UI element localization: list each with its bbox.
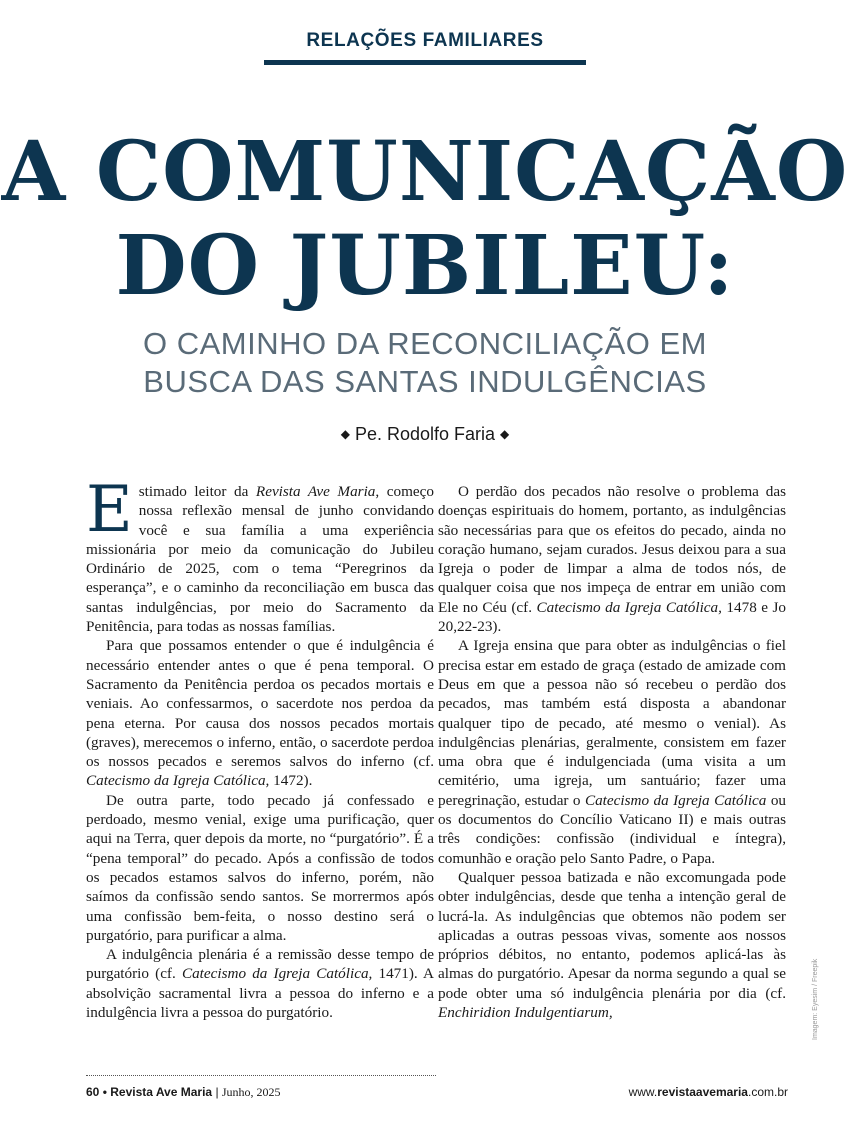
paragraph	[438, 482, 786, 636]
text-run: 1478 e Jo 20,22-23).	[438, 598, 786, 636]
italic-text: Catecismo da Igreja Católica,	[86, 772, 270, 790]
text-run: Qualquer pessoa batizada e não excomungada pode obter indulgências, desde que tenha a intenção geral de lucrá-la. As indulgências que obtemos não podem ser aplicadas a outras pessoas vivas, somente aos nossos próprios débitos, no entanto, podemos aplicá-las às almas do purgatório. Apesar da norma segundo a qual se pode obter uma só indulgência plenária por dia (cf.	[438, 868, 786, 1002]
italic-text: Catecismo da Igreja Católica	[584, 791, 767, 809]
paragraph	[438, 868, 786, 1022]
text-run: A Igreja ensina que para obter as indulgências o fiel precisa estar em estado de graça (estado de amizade com Deus em que a pessoa não só recebeu o perdão dos pecados, mas também está disposta a abandonar qualquer tipo de pecado, até mesmo o venial). As indulgências plenárias, geralmente, consistem em fazer uma obra que é indulgenciada (uma visita a um cemitério, uma igreja, um santuário; fazer uma peregrinação, estudar o	[438, 637, 786, 809]
article-title-line-2: DO JUBILEU:	[115, 218, 735, 314]
italic-text: Revista Ave Maria	[255, 483, 376, 500]
diamond-icon: ◆	[340, 427, 350, 441]
article-title-line-1: A COMUNICAÇÃO	[1, 124, 849, 220]
url-prefix: www.	[628, 1085, 658, 1099]
issue-date: Junho, 2025	[221, 1085, 281, 1099]
author-name: Pe. Rodolfo Faria	[354, 424, 496, 444]
article-subtitle-line-1: O CAMINHO DA RECONCILIAÇÃO EM	[143, 326, 707, 361]
text-run: stimado leitor da	[138, 483, 256, 500]
paragraph	[86, 473, 434, 636]
text-run: O perdão dos pecados não resolve o problema das doenças espirituais do homem, portanto, as indulgências são necessárias para que os efeitos do pecado, ainda no coração humano, sejam curados. Jesus deixou para a sua Igreja o poder de limpar a alma de todos nós, de qualquer coisa que nos impeça de entrar em união com Ele no Céu (cf.	[438, 483, 786, 616]
italic-text: Catecismo da Igreja Católica,	[181, 965, 373, 983]
paragraph	[438, 636, 786, 868]
italic-text: Catecismo da Igreja Católica,	[536, 598, 722, 616]
text-run: Para que possamos entender o que é indulgência é necessário entender antes o que é pena temporal. O Sacramento da Penitência perdoa os pecados mortais e veniais. Ao confessarmos, o sacerdote nos perdoa da pena eterna. Por causa dos nossos pecados mortais (graves), merecemos o inferno, então, o sacerdote perdoa os nossos pecados e seremos salvos do inferno (cf.	[86, 637, 434, 771]
page-number: 60	[86, 1085, 100, 1099]
footer-rule	[86, 1075, 436, 1076]
text-run: 1471). A absolvição sacramental livra a pessoa do inferno e a indulgência livra a pessoa do purgatório.	[86, 965, 434, 1022]
section-label: RELAÇÕES FAMILIARES	[306, 30, 544, 51]
image-credit: Imagem: Eyesim / Freepik	[812, 958, 819, 1040]
footer-left: 60 • Revista Ave Maria | Junho, 2025	[86, 1085, 281, 1099]
paragraph	[86, 636, 434, 790]
drop-cap: E	[86, 473, 133, 547]
text-run: 1472).	[269, 772, 313, 790]
paragraph	[86, 945, 434, 1022]
url-name: revistaavemaria	[657, 1085, 748, 1099]
diamond-icon: ◆	[500, 427, 510, 441]
website-url[interactable]	[629, 1085, 788, 1099]
italic-text: Enchiridion Indulgentiarum,	[438, 1004, 613, 1022]
text-run: A indulgência plenária é a remissão desse tempo de purgatório (cf.	[86, 946, 434, 983]
magazine-name: Revista Ave Maria	[110, 1085, 213, 1099]
text-run: , começo nossa reflexão mensal de junho convidando você e sua família a uma experiência missionária por meio da comunicação do Jubileu Ordinário de 2025, com o tema “Peregrinos da esperança”, e o caminho da reconciliação em busca das santas indulgências, por meio do Sacramento da Penitência, para todas as nossas famílias.	[86, 483, 434, 636]
text-run: ou os documentos do Concílio Vaticano II) e mais outras três condições: confissão (individual e íntegra), comunhão e oração pelo Santo Padre, o Papa.	[438, 791, 787, 867]
section-rule	[264, 60, 586, 65]
author-byline	[0, 424, 850, 445]
paragraph	[86, 791, 434, 945]
right-column	[438, 482, 786, 1022]
url-suffix: .com.br	[747, 1085, 788, 1099]
text-run: De outra parte, todo pecado já confessado e perdoado, mesmo venial, exige uma purificação, quer aqui na Terra, quer depois da morte, no “purgatório”. É a “pena temporal” do pecado. Após a confissão de todos os pecados estamos salvos do inferno, porém, não saímos da confissão sendo santos. Se morrermos após uma confissão bem-feita, o nosso destino será o purgatório, para purificar a alma.	[86, 791, 434, 944]
article-subtitle-line-2: BUSCA DAS SANTAS INDULGÊNCIAS	[143, 364, 707, 399]
left-column	[86, 473, 434, 1022]
